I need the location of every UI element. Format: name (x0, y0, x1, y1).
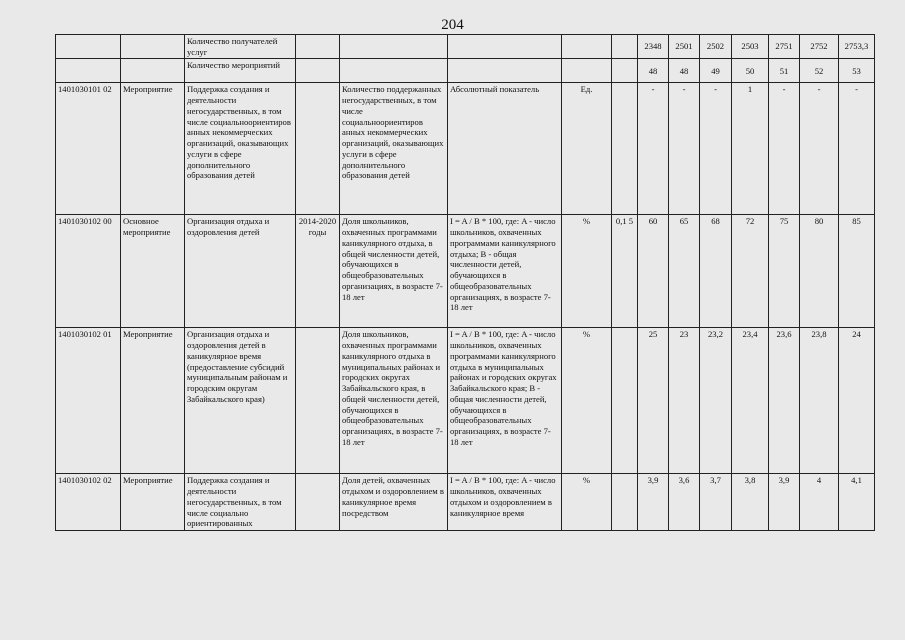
table-row (56, 328, 875, 474)
value-cell: 60 (638, 215, 669, 328)
header-value: 2751 (769, 35, 800, 59)
header-cell-empty (340, 59, 448, 83)
header-value: 2501 (669, 35, 700, 59)
header-value: 2753,3 (839, 35, 875, 59)
unit-cell: % (562, 328, 612, 474)
name-cell: Организация отдыха и оздоровления детей в каникулярное время (предоставление субсидий муниципальным районам и городским округам Забайкальского края) (185, 328, 296, 474)
table-row (56, 83, 875, 215)
header-cell-empty (340, 35, 448, 59)
header-cell-empty (56, 59, 121, 83)
header-value: 48 (638, 59, 669, 83)
method-cell: I = A / B * 100, где: A - число школьников, охваченных программами каникулярного отдыха; B - общая численности детей, обучающихся в общеобразовательных организациях, в возрасте 7-18 лет (448, 215, 562, 328)
value-cell: 1 (732, 83, 769, 215)
indicators-table (55, 34, 875, 531)
header-cell-empty (296, 59, 340, 83)
value-cell: 3,9 (638, 474, 669, 531)
header-cell-empty (121, 59, 185, 83)
period-cell (296, 83, 340, 215)
unit-cell: % (562, 474, 612, 531)
type-cell: Мероприятие (121, 474, 185, 531)
value-cell: 23 (669, 328, 700, 474)
method-cell: Абсолютный показатель (448, 83, 562, 215)
header-value: 50 (732, 59, 769, 83)
page-number: 204 (441, 17, 464, 33)
indicator-cell: Доля школьников, охваченных программами каникулярного отдыха в муниципальных районах и городских округах Забайкальского края, в общей численности детей, обучающихся в общеобразовательных организациях, в возрасте 7-18 лет (340, 328, 448, 474)
code-cell: 1401030102 00 (56, 215, 121, 328)
header-value: 2503 (732, 35, 769, 59)
value-cell: 65 (669, 215, 700, 328)
header-value: 51 (769, 59, 800, 83)
code-cell: 1401030101 02 (56, 83, 121, 215)
value-cell: 4 (800, 474, 839, 531)
header-cell-empty (448, 35, 562, 59)
header-cell-empty (562, 59, 612, 83)
type-cell: Основное мероприятие (121, 215, 185, 328)
header-value: 52 (800, 59, 839, 83)
header-cell-empty (612, 59, 638, 83)
weight-cell (612, 83, 638, 215)
header-label: Количество мероприятий (185, 59, 296, 83)
header-value: 48 (669, 59, 700, 83)
header-cell-empty (56, 35, 121, 59)
period-cell (296, 328, 340, 474)
value-cell: 3,9 (769, 474, 800, 531)
name-cell: Поддержка создания и деятельности негосударственных, в том числе социальноориентиров анных некоммерческих организаций, оказывающих услуги в сфере дополнительного образования детей (185, 83, 296, 215)
value-cell: - (800, 83, 839, 215)
code-cell: 1401030102 01 (56, 328, 121, 474)
value-cell: 24 (839, 328, 875, 474)
value-cell: 3,7 (700, 474, 732, 531)
value-cell: 3,8 (732, 474, 769, 531)
unit-cell: Ед. (562, 83, 612, 215)
value-cell: 4,1 (839, 474, 875, 531)
period-cell (296, 474, 340, 531)
value-cell: 23,8 (800, 328, 839, 474)
name-cell: Поддержка создания и деятельности негосударственных, в том числе социально ориентированных (185, 474, 296, 531)
header-cell-empty (296, 35, 340, 59)
code-cell: 1401030102 02 (56, 474, 121, 531)
value-cell: - (769, 83, 800, 215)
period-cell: 2014-2020 годы (296, 215, 340, 328)
value-cell: - (638, 83, 669, 215)
name-cell: Организация отдыха и оздоровления детей (185, 215, 296, 328)
value-cell: 23,4 (732, 328, 769, 474)
header-cell-empty (562, 35, 612, 59)
header-value: 2752 (800, 35, 839, 59)
value-cell: 75 (769, 215, 800, 328)
header-cell-empty (612, 35, 638, 59)
value-cell: - (669, 83, 700, 215)
method-cell: I = A / B * 100, где: A - число школьников, охваченных программами каникулярного отдыха в муниципальных районах и городских округах Забайкальского края; B - общая численности детей, обучающихся в общеобразовательных организациях, в возрасте 7-18 лет (448, 328, 562, 474)
header-cell-empty (121, 35, 185, 59)
value-cell: 80 (800, 215, 839, 328)
value-cell: 68 (700, 215, 732, 328)
header-row-events (56, 59, 875, 83)
header-value: 53 (839, 59, 875, 83)
header-cell-empty (448, 59, 562, 83)
type-cell: Мероприятие (121, 328, 185, 474)
indicator-cell: Количество поддержанных негосударственных, в том числе социальноориентиров анных некоммерческих организаций, оказывающих услуги в сфере дополнительного образования детей (340, 83, 448, 215)
indicator-cell: Доля школьников, охваченных программами каникулярного отдыха, в общей численности детей, обучающихся в общеобразовательных организациях, в возрасте 7-18 лет (340, 215, 448, 328)
value-cell: - (839, 83, 875, 215)
value-cell: - (700, 83, 732, 215)
weight-cell (612, 474, 638, 531)
value-cell: 23,2 (700, 328, 732, 474)
header-value: 2348 (638, 35, 669, 59)
value-cell: 23,6 (769, 328, 800, 474)
type-cell: Мероприятие (121, 83, 185, 215)
weight-cell: 0,1 5 (612, 215, 638, 328)
indicator-cell: Доля детей, охваченных отдыхом и оздоровлением в каникулярное время посредством (340, 474, 448, 531)
header-value: 49 (700, 59, 732, 83)
header-value: 2502 (700, 35, 732, 59)
value-cell: 25 (638, 328, 669, 474)
table-row (56, 474, 875, 531)
header-row-recipients (56, 35, 875, 59)
table-row (56, 215, 875, 328)
value-cell: 3,6 (669, 474, 700, 531)
value-cell: 85 (839, 215, 875, 328)
weight-cell (612, 328, 638, 474)
method-cell: I = A / B * 100, где: A - число школьников, охваченных отдыхом и оздоровлением в каникулярное время (448, 474, 562, 531)
unit-cell: % (562, 215, 612, 328)
value-cell: 72 (732, 215, 769, 328)
header-label: Количество получателей услуг (185, 35, 296, 59)
